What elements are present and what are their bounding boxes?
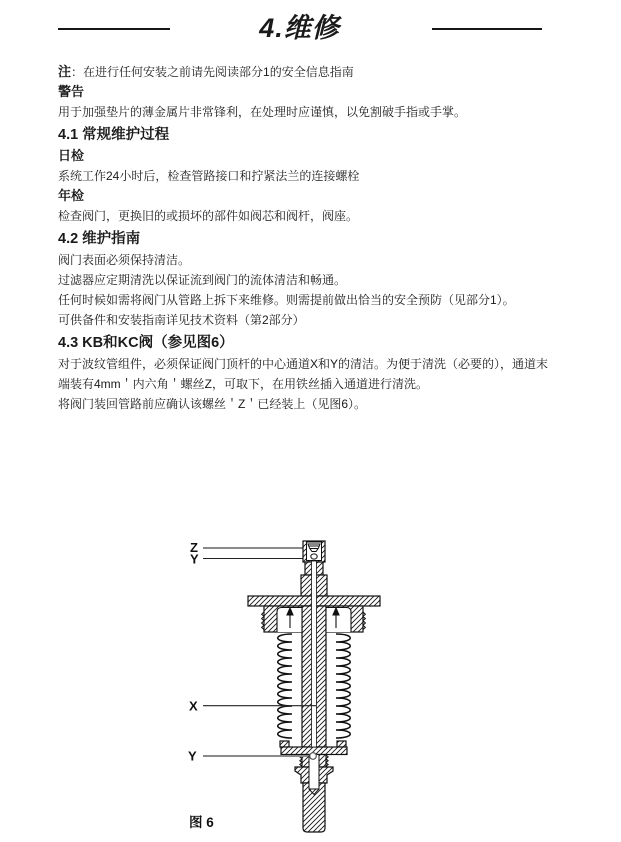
bellows-end-tab-right [337, 741, 346, 747]
section-4-3-heading: 4.3 KB和KC阀（参见图6） [58, 335, 234, 351]
note-label: 注 [58, 64, 72, 79]
maintenance-line-2: 过滤器应定期清洗以保证流到阀门的流体清洁和畅通。 [58, 273, 347, 287]
daily-check-text: 系统工作24小时后，检查管路接口和拧紧法兰的连接螺栓 [58, 169, 360, 183]
channel-opening-marker [310, 753, 317, 760]
note-line [58, 62, 570, 82]
bonnet-arch-right [326, 608, 351, 633]
valve-tip-rod [303, 783, 325, 832]
warning-text: 用于加强垫片的薄金属片非常锋利，在处理时应谨慎，以免割破手指或手掌。 [58, 105, 467, 119]
annual-check-heading: 年检 [58, 188, 85, 203]
page-title: 4.维修 [259, 13, 340, 43]
warning-heading: 警告 [58, 84, 85, 99]
note-text: ：在进行任何安装之前请先阅读部分1的安全信息指南 [71, 65, 354, 79]
channel-y-narrow [312, 561, 317, 747]
kb-kc-text-line-2: 端装有4mm＇内六角＇螺丝Z，可取下，在用铁丝插入通道进行清洗。 [58, 377, 428, 391]
label-y-bottom: Y [188, 748, 197, 764]
section-4-2-heading: 4.2 维护指南 [58, 231, 141, 247]
bellows-right [336, 634, 350, 738]
kb-kc-text-line-1: 对于波纹管组件，必须保证阀门顶杆的中心通道X和Y的清洁。为便于清洗（必要的），通道末 [58, 357, 549, 371]
label-x: X [189, 698, 198, 714]
figure-caption: 图 6 [189, 815, 214, 830]
label-z: Z [190, 540, 198, 555]
bellows-left [278, 634, 292, 738]
daily-check-heading: 日检 [58, 148, 85, 163]
maintenance-line-1: 阀门表面必须保持清洁。 [58, 253, 191, 267]
label-y-top: Y [190, 551, 199, 567]
kb-kc-text-line-3: 将阀门装回管路前应确认该螺丝＇Z＇已经装上（见图6）。 [58, 397, 367, 411]
title-rule-right [432, 28, 542, 30]
section-4-1-heading: 4.1 常规维护过程 [58, 127, 170, 143]
bellows-end-tab-left [280, 741, 289, 747]
valve-cross-section-figure [170, 535, 450, 842]
maintenance-line-3: 任何时候如需将阀门从管路上拆下来维修。则需提前做出恰当的安全预防（见部分1）。 [58, 293, 515, 307]
leader-lines-top [203, 548, 310, 559]
content-column [58, 62, 570, 414]
annual-check-text: 检查阀门，更换旧的或损坏的部件如阀芯和阀杆，阀座。 [58, 209, 359, 223]
maintenance-line-4: 可供备件和安装指南详见技术资料（第2部分） [58, 313, 305, 327]
